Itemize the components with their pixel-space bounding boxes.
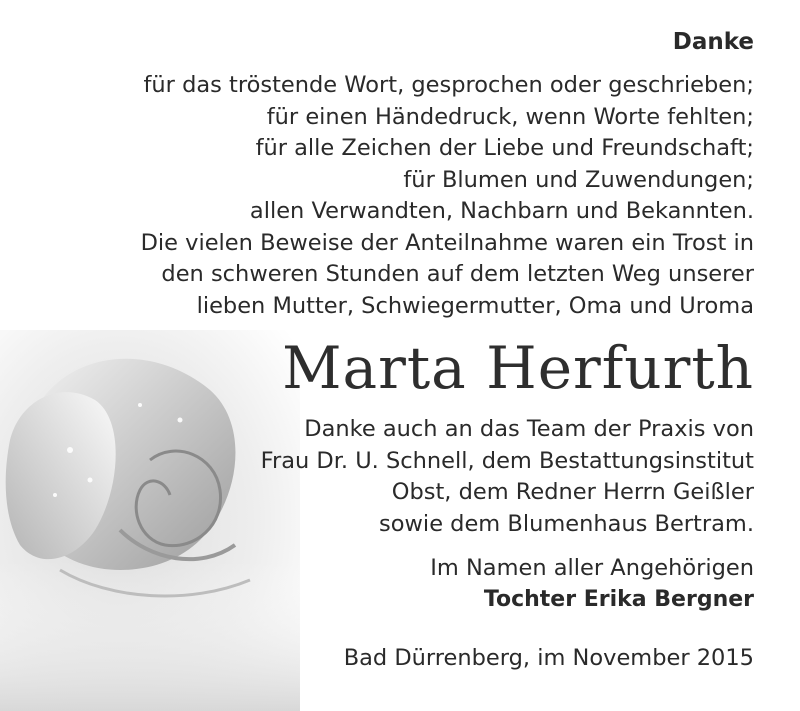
intro-line: für das tröstende Wort, gesprochen oder geschrieben; [143,72,754,98]
intro-line: lieben Mutter, Schwiegermutter, Oma und Uroma [196,292,754,319]
thanks-line: Frau Dr. U. Schnell, dem Bestattungsinstitut [260,447,754,474]
deceased-name: Marta Herfurth [282,334,754,402]
place-date: Bad Dürrenberg, im November 2015 [343,645,754,671]
intro-line: für alle Zeichen der Liebe und Freundschaft; [255,135,754,161]
white-rose-icon [0,330,300,711]
on-behalf-line: Im Namen aller Angehörigen [430,555,754,581]
thanks-lines [261,414,754,540]
intro-line: für Blumen und Zuwendungen; [403,166,754,193]
thanks-line: sowie dem Blumenhaus Bertram. [379,510,754,537]
intro-line: den schweren Stunden auf dem letzten Weg unserer [161,261,754,287]
thanks-line: Danke auch an das Team der Praxis von [304,416,754,442]
intro-line: allen Verwandten, Nachbarn und Bekannten. [249,198,754,224]
heading-danke: Danke [672,29,754,55]
thanks-line: Obst, dem Redner Herrn Geißler [391,479,754,505]
intro-line: für einen Händedruck, wenn Worte fehlten; [266,103,754,130]
intro-line: Die vielen Beweise der Anteilnahme waren ein Trost in [140,229,754,256]
signer-name: Tochter Erika Bergner [483,587,754,612]
intro-lines [141,70,754,322]
